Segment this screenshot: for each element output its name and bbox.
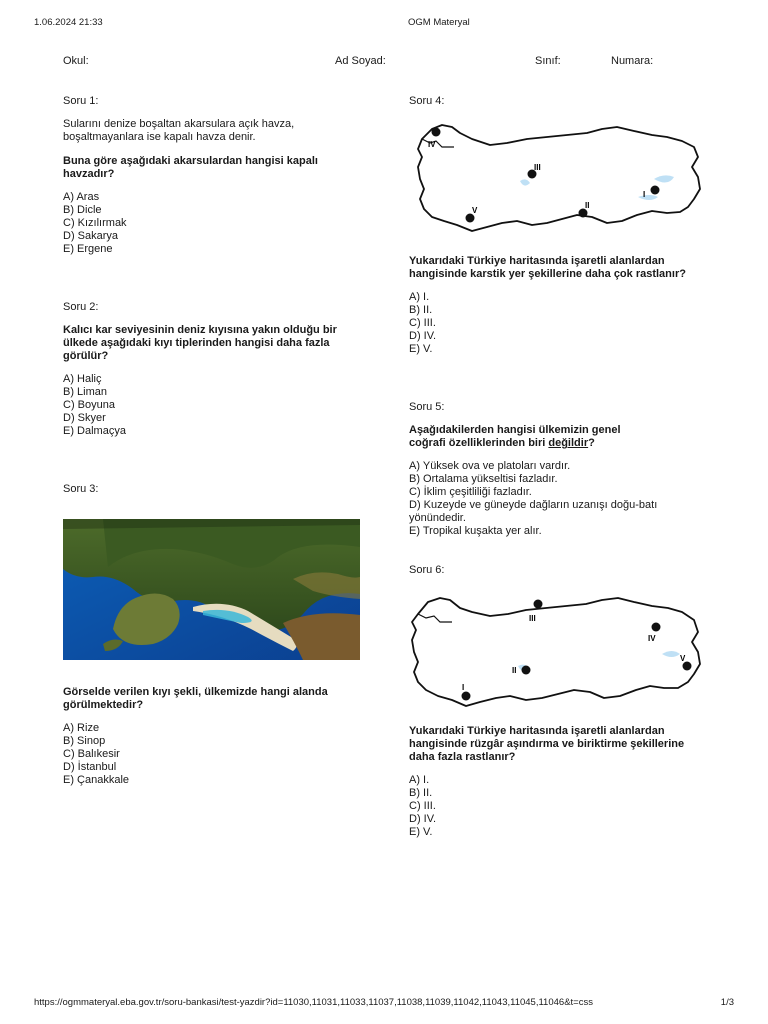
question-4-label: Soru 4: — [409, 95, 445, 107]
option-a[interactable]: A) I. — [409, 291, 430, 303]
page-number: 1/3 — [720, 997, 734, 1008]
question-2-options — [63, 373, 126, 438]
question-1-options — [63, 191, 127, 256]
question-2-stem-line1: Kalıcı kar seviyesinin deniz kıyısına yakın olduğu bir — [63, 324, 337, 336]
marker-iv-dot — [432, 128, 441, 137]
option-b[interactable]: B) Liman — [63, 386, 108, 398]
option-e[interactable]: E) Çanakkale — [63, 774, 130, 786]
turkey-map-q4 — [412, 117, 704, 238]
option-b[interactable]: B) II. — [409, 304, 433, 316]
marker-i-label-q6: I — [462, 683, 465, 692]
print-footer — [34, 997, 734, 1009]
option-b[interactable]: B) Ortalama yükseltisi fazladır. — [409, 473, 558, 485]
option-a[interactable]: A) Aras — [63, 191, 100, 203]
class-label: Sınıf: — [535, 55, 561, 67]
question-6-options — [409, 774, 436, 839]
option-e[interactable]: E) V. — [409, 343, 433, 355]
option-d[interactable]: D) IV. — [409, 330, 437, 342]
question-1-text-line2: boşaltmayanlara ise kapalı havza denir. — [63, 131, 256, 143]
question-5-label: Soru 5: — [409, 401, 445, 413]
marker-iii-label-q6: III — [529, 614, 536, 623]
option-d-continued[interactable]: yönündedir. — [409, 512, 466, 524]
school-label: Okul: — [63, 55, 89, 67]
option-d[interactable]: D) Sakarya — [63, 230, 119, 242]
option-d[interactable]: D) Kuzeyde ve güneyde dağların uzanışı doğu-batı — [409, 499, 658, 511]
marker-iii-label: III — [534, 163, 541, 172]
option-e[interactable]: E) V. — [409, 826, 433, 838]
marker-iv-dot-q6 — [652, 623, 661, 632]
marker-i-dot — [651, 186, 660, 195]
question-6-stem-line3: daha fazla rastlanır? — [409, 751, 516, 763]
option-b[interactable]: B) Sinop — [63, 735, 106, 747]
option-b[interactable]: B) Dicle — [63, 204, 102, 216]
option-b[interactable]: B) II. — [409, 787, 433, 799]
question-5-stem-line2 — [409, 437, 595, 450]
marker-i-dot-q6 — [462, 692, 471, 701]
option-c[interactable]: C) Balıkesir — [63, 748, 120, 760]
option-d[interactable]: D) Skyer — [63, 412, 106, 424]
question-5-negation: değildir — [548, 437, 589, 449]
page-url: https://ogmmateryal.eba.gov.tr/soru-bankasi/test-yazdir?id=11030,11031,11033,11037,11038,11039,11042,11043,11045,11046&t=css — [34, 997, 593, 1008]
option-c[interactable]: C) III. — [409, 800, 436, 812]
option-a[interactable]: A) Yüksek ova ve platoları vardır. — [409, 460, 571, 472]
question-6-stem-line2: hangisinde rüzgâr aşındırma ve biriktirme şekillerine — [409, 738, 685, 750]
question-5-stem-part: coğrafi özelliklerinden biri — [409, 437, 549, 449]
question-3-stem-line2: görülmektedir? — [63, 699, 144, 711]
marker-iv-label: IV — [428, 140, 436, 149]
option-e[interactable]: E) Dalmaçya — [63, 425, 126, 437]
print-datetime: 1.06.2024 21:33 — [34, 17, 103, 28]
question-6-stem-line1: Yukarıdaki Türkiye haritasında işaretli alanlardan — [409, 725, 665, 737]
option-a[interactable]: A) I. — [409, 774, 430, 786]
question-3-label: Soru 3: — [63, 483, 99, 495]
question-2-label: Soru 2: — [63, 301, 99, 313]
question-6-label: Soru 6: — [409, 564, 445, 576]
question-4-stem-line1: Yukarıdaki Türkiye haritasında işaretli alanlardan — [409, 255, 665, 267]
option-a[interactable]: A) Rize — [63, 722, 100, 734]
option-d[interactable]: D) IV. — [409, 813, 437, 825]
question-3-options — [63, 722, 129, 787]
print-header — [34, 17, 734, 31]
question-5-stem-line1: Aşağıdakilerden hangisi ülkemizin genel — [409, 424, 621, 436]
marker-ii-label-q6: II — [512, 666, 517, 675]
option-e[interactable]: E) Tropikal kuşakta yer alır. — [409, 525, 542, 537]
option-c[interactable]: C) III. — [409, 317, 436, 329]
question-4-options — [409, 291, 436, 356]
marker-v-label-q6: V — [680, 654, 686, 663]
option-c[interactable]: C) Boyuna — [63, 399, 115, 411]
question-3-stem-line1: Görselde verilen kıyı şekli, ülkemizde hangi alanda — [63, 686, 328, 698]
marker-iv-label-q6: IV — [648, 634, 656, 643]
turkey-map-q6 — [408, 590, 704, 713]
option-a[interactable]: A) Haliç — [63, 373, 102, 385]
option-e[interactable]: E) Ergene — [63, 243, 113, 255]
question-1-stem-line1: Buna göre aşağıdaki akarsulardan hangisi kapalı — [63, 155, 318, 167]
question-2-stem-line3: görülür? — [63, 350, 109, 362]
option-c[interactable]: C) İklim çeşitliliği fazladır. — [409, 486, 532, 498]
question-1-text-line1: Sularını denize boşaltan akarsulara açık havza, — [63, 118, 295, 130]
marker-v-label: V — [472, 206, 478, 215]
option-c[interactable]: C) Kızılırmak — [63, 217, 127, 229]
name-label: Ad Soyad: — [335, 55, 386, 67]
marker-iii-dot-q6 — [534, 600, 543, 609]
marker-i-label: I — [643, 190, 646, 199]
student-info-row — [63, 55, 703, 69]
question-1-stem-line2: havzadır? — [63, 168, 115, 180]
marker-ii-label: II — [585, 201, 590, 210]
question-2-stem-line2: ülkede aşağıdaki kıyı tiplerinden hangisi daha fazla — [63, 337, 330, 349]
marker-ii-dot-q6 — [522, 666, 531, 675]
question-1-label: Soru 1: — [63, 95, 99, 107]
question-5-qmark: ? — [588, 437, 595, 449]
option-d[interactable]: D) İstanbul — [63, 761, 117, 773]
question-5-options — [409, 460, 657, 538]
lagoon-coast-photo — [63, 519, 360, 660]
print-title: OGM Materyal — [408, 17, 470, 28]
number-label: Numara: — [611, 55, 654, 67]
question-4-stem-line2: hangisinde karstik yer şekillerine daha çok rastlanır? — [409, 268, 686, 280]
